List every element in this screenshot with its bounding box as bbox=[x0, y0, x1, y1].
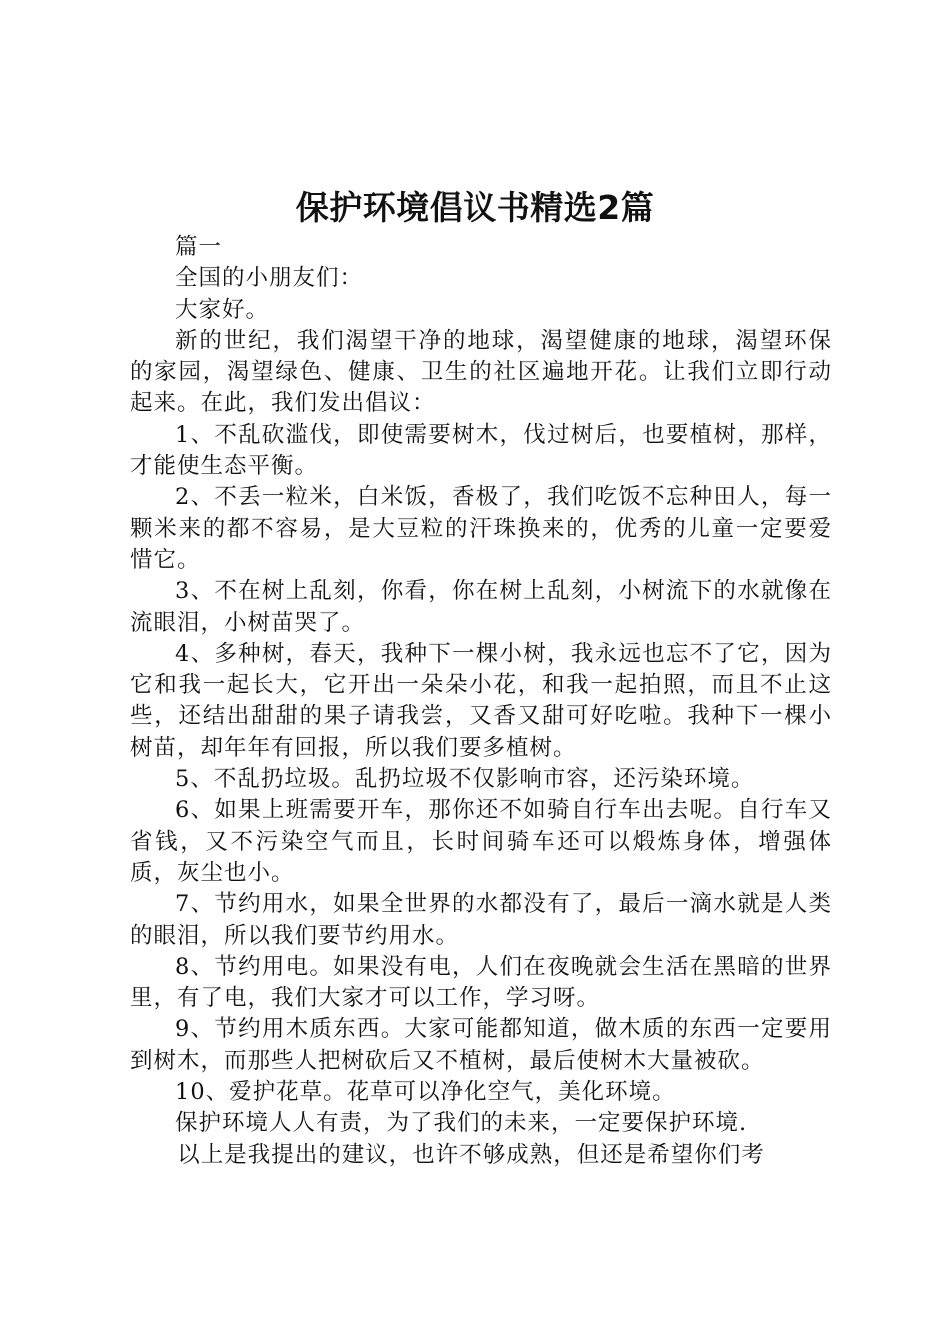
proposal-item-2: 2、不丢一粒米，白米饭，香极了，我们吃饭不忘种田人，每一颗米来的都不容易，是大豆粒的汗珠换来的，优秀的儿童一定要爱惜它。 bbox=[130, 484, 832, 573]
proposal-item-4: 4、多种树，春天，我种下一棵小树，我永远也忘不了它，因为它和我一起长大，它开出一朵朵小花，和我一起拍照，而且不止这些，还结出甜甜的果子请我尝，又香又甜可好吃啦。我种下一棵小树苗，却年年有回报，所以我们要多植树。 bbox=[130, 640, 832, 761]
document-title: 保护环境倡议书精选2篇 bbox=[295, 188, 655, 227]
proposal-item-8: 8、节约用电。如果没有电，人们在夜晚就会生活在黑暗的世界里，有了电，我们大家才可以工作，学习呀。 bbox=[130, 953, 832, 1012]
closing-paragraph: 保护环境人人有责，为了我们的未来，一定要保护环境. bbox=[175, 1110, 748, 1137]
proposal-item-3: 3、不在树上乱刻，你看，你在树上乱刻，小树流下的水就像在流眼泪，小树苗哭了。 bbox=[130, 578, 832, 636]
intro-paragraph: 新的世纪，我们渴望干净的地球，渴望健康的地球，渴望环保的家园，渴望绿色、健康、卫生的社区遍地开花。让我们立即行动起来。在此，我们发出倡议： bbox=[130, 327, 832, 417]
section-heading: 篇一 bbox=[175, 234, 223, 260]
salutation: 全国的小朋友们： bbox=[175, 265, 364, 292]
proposal-item-1: 1、不乱砍滥伐，即使需要树木，伐过树后，也要植树，那样，才能使生态平衡。 bbox=[130, 421, 832, 480]
proposal-item-6: 6、如果上班需要开车，那你还不如骑自行车出去呢。自行车又省钱，又不污染空气而且，长时间骑车还可以煅炼身体，增强体质，灰尘也小。 bbox=[130, 797, 832, 886]
proposal-item-9: 9、节约用木质东西。大家可能都知道，做木质的东西一定要用到树木，而那些人把树砍后又不植树，最后使树木大量被砍。 bbox=[130, 1016, 832, 1074]
proposal-item-10: 10、爱护花草。花草可以净化空气，美化环境。 bbox=[175, 1079, 676, 1106]
proposal-item-5: 5、不乱扔垃圾。乱扔垃圾不仅影响市容，还污染环境。 bbox=[175, 766, 755, 793]
greeting: 大家好。 bbox=[175, 296, 270, 323]
document-body bbox=[130, 232, 832, 1171]
proposal-item-7: 7、节约用水，如果全世界的水都没有了，最后一滴水就是人类的眼泪，所以我们要节约用水。 bbox=[130, 891, 832, 949]
final-paragraph: 以上是我提出的建议，也许不够成熟，但还是希望你们考 bbox=[177, 1141, 765, 1168]
